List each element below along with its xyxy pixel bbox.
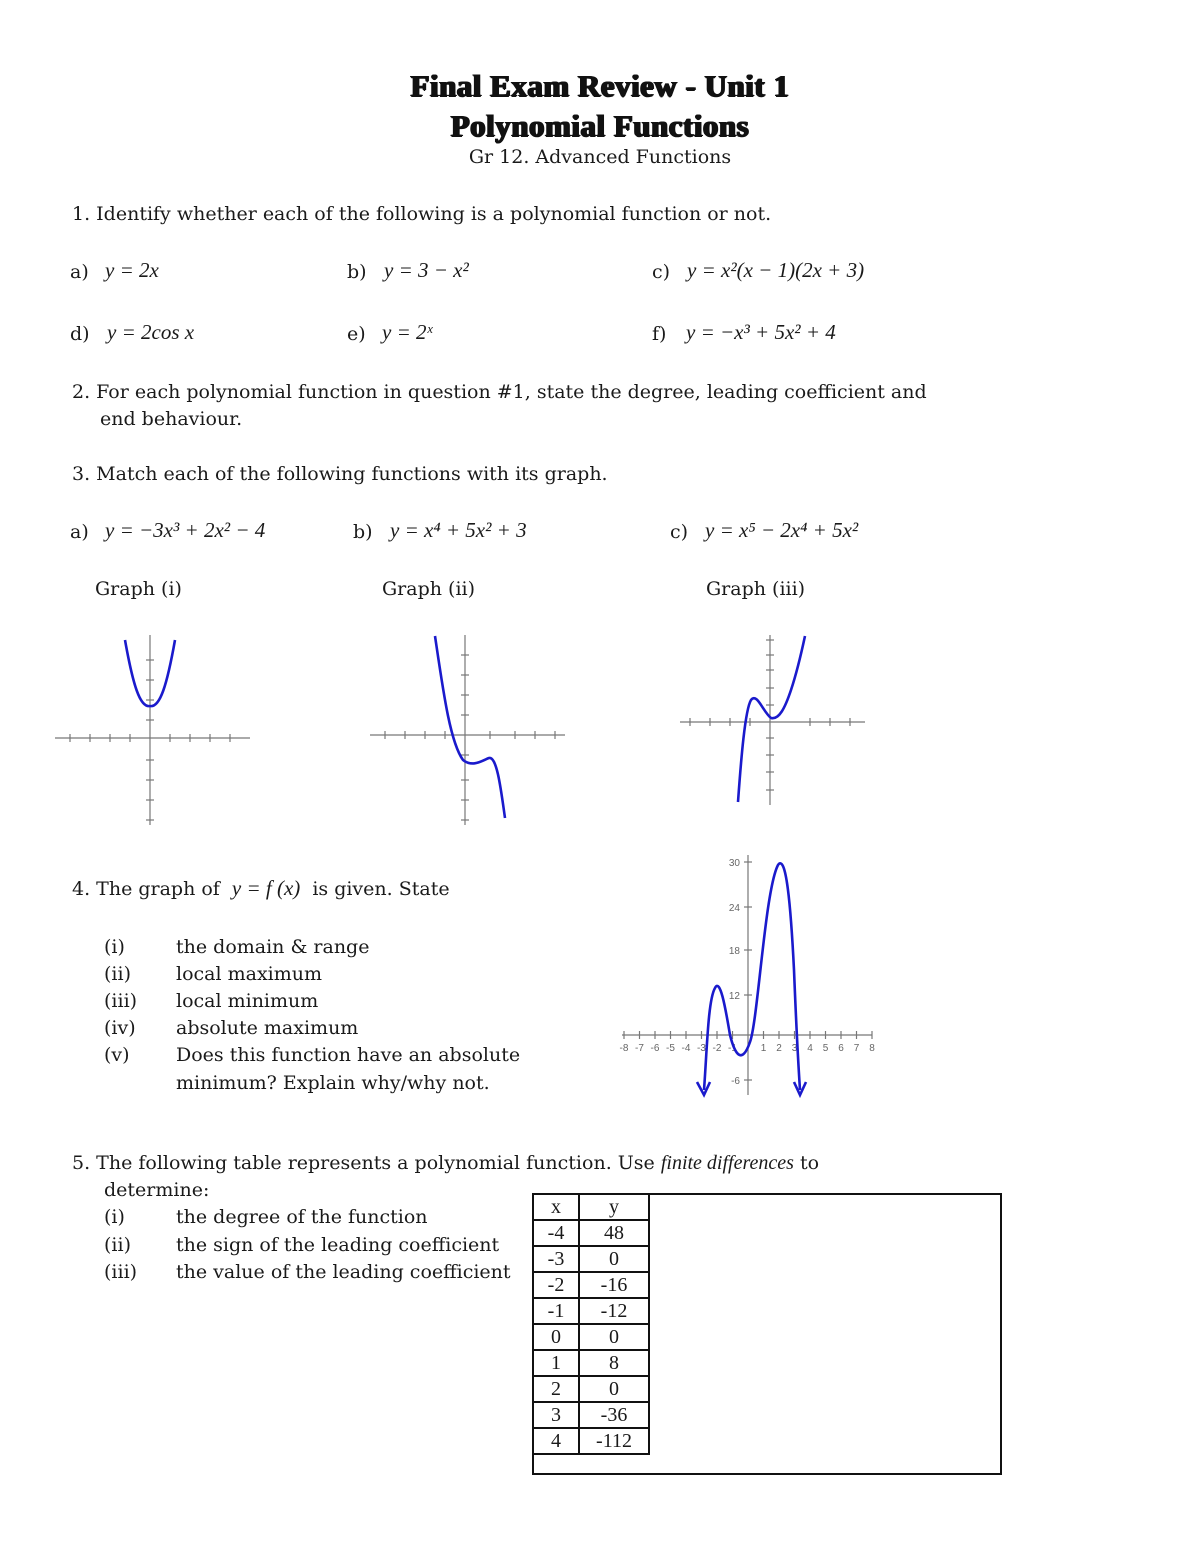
question-5 [72, 1151, 819, 1175]
table-cell: -2 [533, 1272, 579, 1298]
table-cell: 1 [533, 1350, 579, 1376]
q4-x-tick-label: 7 [853, 1043, 860, 1054]
graph-ii-curve [435, 636, 505, 818]
table-row [533, 1220, 649, 1246]
q4-y-tick-12: 12 [728, 991, 740, 1002]
table-cell: 3 [533, 1402, 579, 1428]
q4-item-1-text: the domain & range [176, 936, 370, 958]
question-2-cont: end behaviour. [100, 408, 243, 430]
graph-ii-ticks [385, 655, 555, 820]
table-header-y: y [579, 1194, 649, 1220]
q4-y-tick-24: 24 [728, 903, 740, 914]
q5-item-1-text: the degree of the function [176, 1206, 428, 1228]
q1-b-label: b) [347, 261, 367, 283]
q4-x-tick-label: -1 [728, 1043, 737, 1054]
q4-text-post: is given. State [312, 878, 450, 900]
question-4 [72, 876, 450, 901]
table-cell: 0 [579, 1376, 649, 1402]
q3-b-label: b) [353, 521, 373, 543]
q4-x-tick-label: -3 [697, 1043, 706, 1054]
q4-item-4-text: absolute maximum [176, 1017, 359, 1039]
q5-text-post: to [799, 1152, 820, 1174]
q4-x-tick-label: -7 [635, 1043, 644, 1054]
q1-d-label: d) [70, 323, 90, 345]
q5-item-3-num: (iii) [104, 1261, 138, 1283]
q4-y-tick-neg6: -6 [731, 1076, 740, 1087]
table-cell: -4 [533, 1220, 579, 1246]
page-subtitle: Polynomial Functions [450, 108, 750, 143]
course-label: Gr 12. Advanced Functions [468, 146, 732, 168]
q4-y-tick-30: 30 [728, 858, 740, 869]
q5-item-3-text: the value of the leading coefficient [176, 1261, 511, 1283]
q1-e-expr: y = 2ˣ [382, 320, 433, 344]
table-cell: -3 [533, 1246, 579, 1272]
table-row [533, 1376, 649, 1402]
q5-text-pre: 5. The following table represents a polynomial function. Use [72, 1152, 655, 1174]
graph-ii [365, 630, 575, 830]
q1-e-label: e) [347, 323, 366, 345]
q1-d-expr: y = 2cos x [107, 320, 195, 344]
q4-item-5-num: (v) [104, 1044, 130, 1066]
question-2: 2. For each polynomial function in question #1, state the degree, leading coefficient and [72, 381, 927, 403]
q1-f-label: f) [652, 323, 667, 345]
q5-item-2-text: the sign of the leading coefficient [176, 1234, 500, 1256]
table-row [533, 1272, 649, 1298]
graph-i-label: Graph (i) [95, 578, 182, 600]
table-cell: 0 [579, 1324, 649, 1350]
table-row [533, 1350, 649, 1376]
table-row [533, 1246, 649, 1272]
question-1: 1. Identify whether each of the following is a polynomial function or not. [72, 203, 772, 225]
q4-x-tick-label: -4 [681, 1043, 691, 1054]
q3-a-label: a) [70, 521, 89, 543]
q1-f-expr: y = −x³ + 5x² + 4 [686, 320, 836, 344]
q5-text-em: finite differences [660, 1152, 794, 1174]
graph-i [55, 630, 255, 830]
table-cell: 0 [579, 1246, 649, 1272]
q1-c-label: c) [652, 261, 671, 283]
q4-y-tick-18: 18 [728, 946, 740, 957]
table-header-row [533, 1194, 649, 1220]
q4-x-tick-label: 4 [807, 1043, 813, 1054]
graph-iii [675, 630, 875, 810]
graph-ii-label: Graph (ii) [382, 578, 476, 600]
q1-a-label: a) [70, 261, 89, 283]
table-row [533, 1402, 649, 1428]
table-cell: -112 [579, 1428, 649, 1454]
q4-x-tick-label: -2 [712, 1043, 722, 1054]
q4-x-tick-label: 5 [822, 1043, 829, 1054]
q4-item-3-text: local minimum [176, 990, 319, 1012]
q4-x-tick-label: 6 [838, 1043, 844, 1054]
q4-x-tick-label: 8 [869, 1043, 875, 1054]
q4-item-1-num: (i) [104, 936, 125, 958]
page-title: Final Exam Review - Unit 1 [410, 68, 790, 103]
q5-item-1-num: (i) [104, 1206, 125, 1228]
table-cell: 4 [533, 1428, 579, 1454]
q3-a-expr: y = −3x³ + 2x² − 4 [105, 518, 266, 542]
q3-c-expr: y = x⁵ − 2x⁴ + 5x² [705, 518, 859, 542]
q4-text-pre: 4. The graph of [72, 878, 220, 900]
q4-graph [610, 850, 885, 1110]
table-cell: 2 [533, 1376, 579, 1402]
table-cell: 8 [579, 1350, 649, 1376]
table-cell: 0 [533, 1324, 579, 1350]
q4-x-tick-label: -6 [650, 1043, 660, 1054]
q4-item-5-text-cont: minimum? Explain why/why not. [176, 1072, 490, 1094]
table-cell: -36 [579, 1402, 649, 1428]
q4-item-5-text: Does this function have an absolute [176, 1044, 521, 1066]
q4-curve [704, 863, 800, 1090]
q4-item-4-num: (iv) [104, 1017, 136, 1039]
q5-item-2-num: (ii) [104, 1234, 131, 1256]
table-cell: -1 [533, 1298, 579, 1324]
table-header-x: x [533, 1194, 579, 1220]
question-5-cont: determine: [104, 1179, 210, 1201]
q4-expr: y = f (x) [231, 876, 301, 900]
table-row [533, 1428, 649, 1454]
q4-item-2-text: local maximum [176, 963, 323, 985]
q3-b-expr: y = x⁴ + 5x² + 3 [390, 518, 527, 542]
values-table [532, 1193, 650, 1455]
graph-iii-label: Graph (iii) [706, 578, 806, 600]
q4-item-3-num: (iii) [104, 990, 138, 1012]
table-cell: -12 [579, 1298, 649, 1324]
table-row [533, 1298, 649, 1324]
q4-x-tick-label: 3 [791, 1043, 798, 1054]
q4-x-tick-label: -5 [666, 1043, 675, 1054]
table-cell: -16 [579, 1272, 649, 1298]
q4-x-tick-label: 1 [760, 1043, 767, 1054]
q4-x-tick-label: -8 [619, 1043, 629, 1054]
q4-item-2-num: (ii) [104, 963, 131, 985]
q4-x-tick-label: 2 [776, 1043, 782, 1054]
table-row [533, 1324, 649, 1350]
q1-b-expr: y = 3 − x² [384, 258, 469, 282]
q3-c-label: c) [670, 521, 689, 543]
q1-c-expr: y = x²(x − 1)(2x + 3) [687, 258, 865, 282]
table-cell: 48 [579, 1220, 649, 1246]
q1-a-expr: y = 2x [105, 258, 159, 282]
graph-iii-curve [738, 636, 805, 802]
question-3: 3. Match each of the following functions with its graph. [72, 463, 608, 485]
